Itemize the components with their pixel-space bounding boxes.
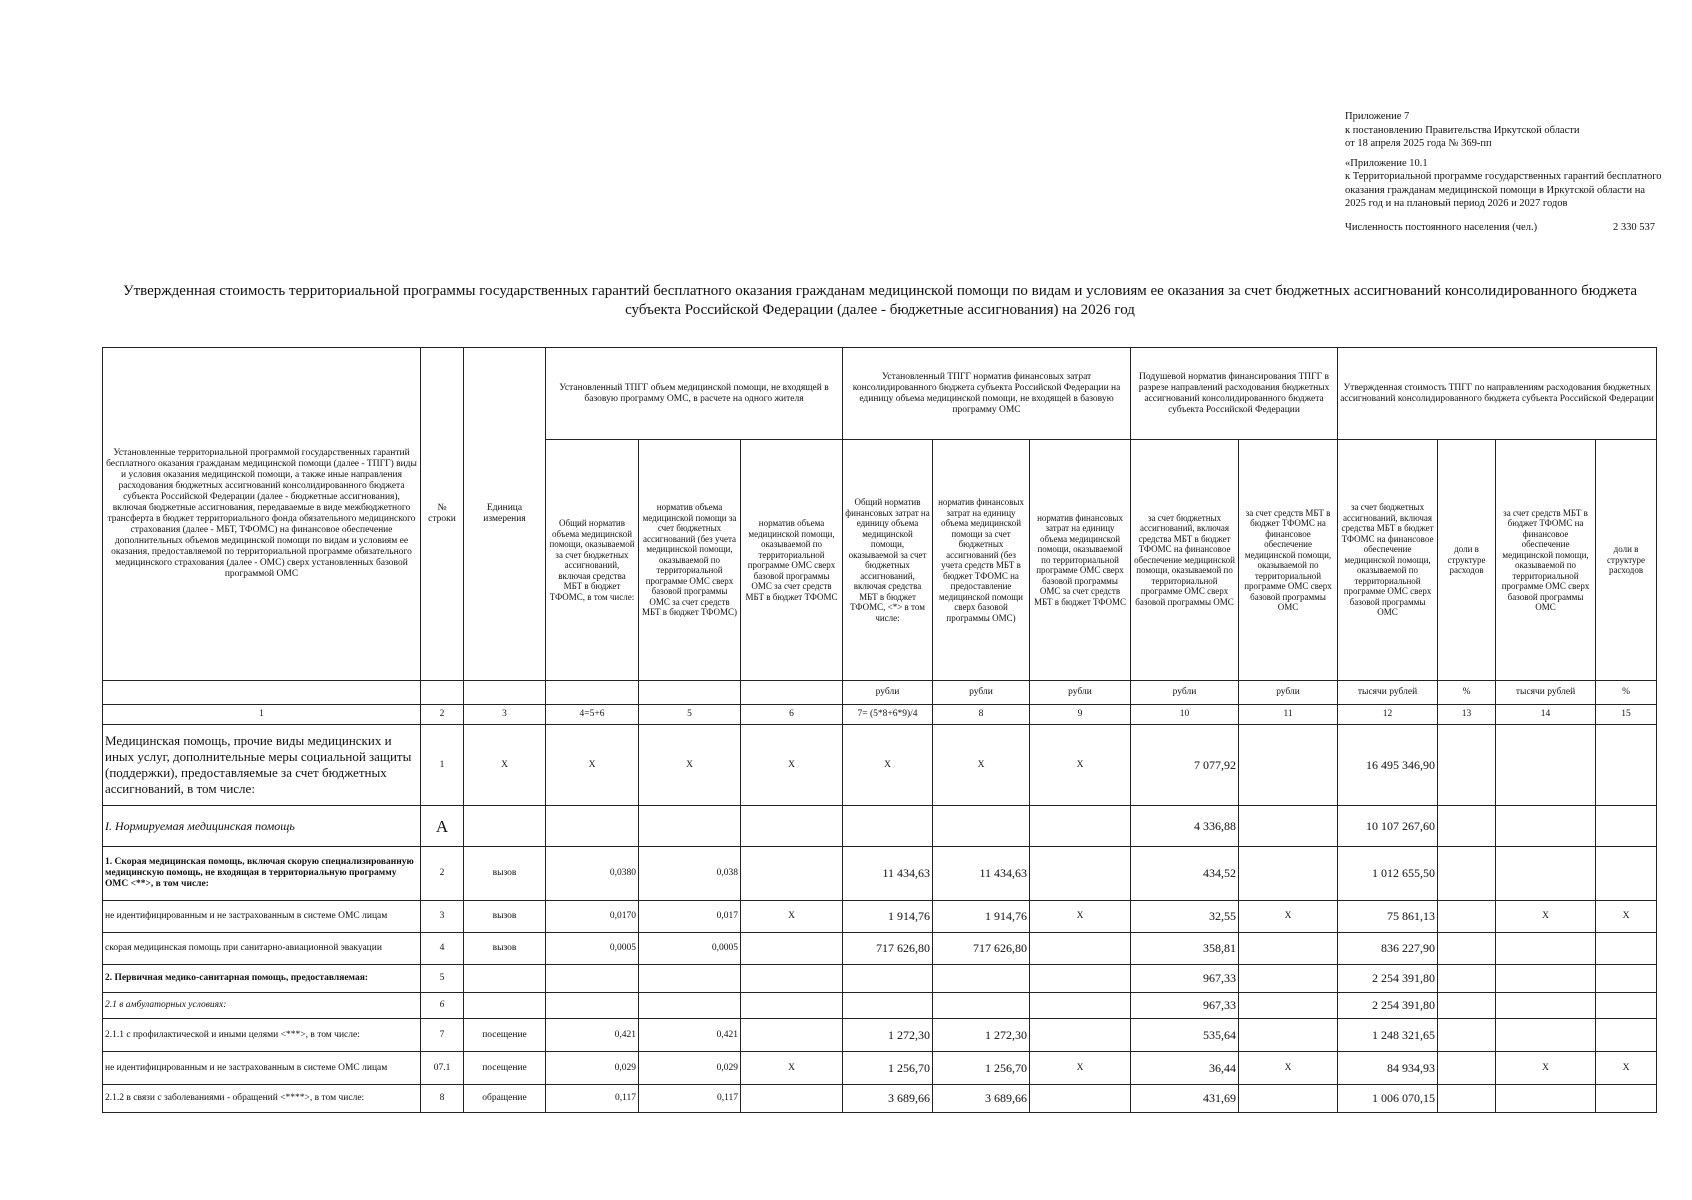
cell-c4 <box>546 806 639 847</box>
units-cell <box>741 681 843 705</box>
units-cell <box>103 681 421 705</box>
header-c14: за счет средств МБТ в бюджет ТФОМС на финансовое обеспечение медицинской помощи, оказываемой по территориальной программе ОМС сверх базовой программы ОМС <box>1496 440 1596 681</box>
row-number: 4 <box>421 933 464 965</box>
cell-c9 <box>1030 933 1131 965</box>
cell-c11 <box>1239 806 1338 847</box>
cell-c10: 967,33 <box>1131 965 1239 993</box>
cell-c8: X <box>933 725 1030 806</box>
cell-c4: 0,117 <box>546 1085 639 1113</box>
units-cell: рубли <box>933 681 1030 705</box>
cell-c12: 84 934,93 <box>1338 1052 1438 1085</box>
column-number: 8 <box>933 705 1030 725</box>
row-number: 6 <box>421 993 464 1019</box>
cell-c13 <box>1438 1019 1496 1052</box>
population-value: 2 330 537 <box>1613 221 1655 233</box>
cell-c13 <box>1438 1052 1496 1085</box>
header-c15: доли в структуре расходов <box>1596 440 1657 681</box>
cell-c6: X <box>741 725 843 806</box>
row-number: 2 <box>421 847 464 901</box>
cell-c12: 1 248 321,65 <box>1338 1019 1438 1052</box>
cell-c6 <box>741 806 843 847</box>
cell-c12: 16 495 346,90 <box>1338 725 1438 806</box>
units-cell <box>639 681 741 705</box>
cell-c5: 0,117 <box>639 1085 741 1113</box>
cell-c7: 717 626,80 <box>843 933 933 965</box>
table-row <box>103 1019 1657 1052</box>
cell-c6 <box>741 1085 843 1113</box>
cell-c12: 2 254 391,80 <box>1338 993 1438 1019</box>
cell-c7: 3 689,66 <box>843 1085 933 1113</box>
cell-c15 <box>1596 847 1657 901</box>
cell-c10: 431,69 <box>1131 1085 1239 1113</box>
column-number: 15 <box>1596 705 1657 725</box>
cell-unit: X <box>464 725 546 806</box>
table-row <box>103 901 1657 933</box>
cell-c14 <box>1496 725 1596 806</box>
header-row-groups <box>103 348 1657 440</box>
cell-c10: 32,55 <box>1131 901 1239 933</box>
cell-c12: 1 006 070,15 <box>1338 1085 1438 1113</box>
cell-c9 <box>1030 1019 1131 1052</box>
cell-c9 <box>1030 806 1131 847</box>
header-group-volume: Установленный ТПГГ объем медицинской помощи, не входящей в базовую программу ОМС, в расчете на одного жителя <box>546 348 843 440</box>
cell-c14 <box>1496 806 1596 847</box>
cell-c6 <box>741 965 843 993</box>
cell-c8 <box>933 965 1030 993</box>
row-name: не идентифицированным и не застрахованным в системе ОМС лицам <box>103 901 421 933</box>
cell-c4 <box>546 965 639 993</box>
cell-c11 <box>1239 847 1338 901</box>
header-c2: № строки <box>421 348 464 681</box>
cell-c10: 36,44 <box>1131 1052 1239 1085</box>
cell-c5 <box>639 806 741 847</box>
cell-unit <box>464 993 546 1019</box>
column-number: 5 <box>639 705 741 725</box>
cell-c9 <box>1030 993 1131 1019</box>
cell-c5 <box>639 965 741 993</box>
cell-c6 <box>741 1019 843 1052</box>
cell-unit <box>464 965 546 993</box>
cell-c7 <box>843 806 933 847</box>
cell-c12: 10 107 267,60 <box>1338 806 1438 847</box>
cell-c13 <box>1438 725 1496 806</box>
population-row <box>1345 221 1665 235</box>
cell-c4: 0,0005 <box>546 933 639 965</box>
header-c4: Общий норматив объема медицинской помощи, оказываемой за счет бюджетных ассигнований, включая средства МБТ в бюджет ТФОМС, в том числе: <box>546 440 639 681</box>
header-c6: норматив объема медицинской помощи, оказываемой по территориальной программе ОМС сверх базовой программы ОМС за счет средств МБТ в бюджет ТФОМС <box>741 440 843 681</box>
column-number: 3 <box>464 705 546 725</box>
header-c9: норматив финансовых затрат на единицу объема медицинской помощи, оказываемой по территориальной программе ОМС сверх базовой программы ОМС за счет средств МБТ в бюджет ТФОМС <box>1030 440 1131 681</box>
header-group-approved: Утвержденная стоимость ТПГГ по направлениям расходования бюджетных ассигнований консолидированного бюджета субъекта Российской Федерации <box>1338 348 1657 440</box>
cost-table <box>102 347 1657 1113</box>
column-number: 13 <box>1438 705 1496 725</box>
cell-c5: 0,038 <box>639 847 741 901</box>
cell-c6 <box>741 993 843 1019</box>
table-row <box>103 847 1657 901</box>
cell-unit: вызов <box>464 847 546 901</box>
cell-c9: X <box>1030 1052 1131 1085</box>
cell-c13 <box>1438 847 1496 901</box>
cell-c7 <box>843 965 933 993</box>
units-cell <box>464 681 546 705</box>
row-name: не идентифицированным и не застрахованным в системе ОМС лицам <box>103 1052 421 1085</box>
header-c10: за счет бюджетных ассигнований, включая средства МБТ в бюджет ТФОМС на финансовое обеспечение медицинской помощи, оказываемой по территориальной программе ОМС сверх базовой программы ОМС <box>1131 440 1239 681</box>
cell-c5: 0,0005 <box>639 933 741 965</box>
cell-unit: обращение <box>464 1085 546 1113</box>
table-row <box>103 806 1657 847</box>
cell-c8: 3 689,66 <box>933 1085 1030 1113</box>
column-number: 11 <box>1239 705 1338 725</box>
row-name: скорая медицинская помощь при санитарно-авиационной эвакуации <box>103 933 421 965</box>
cell-c4: 0,421 <box>546 1019 639 1052</box>
cell-c6 <box>741 933 843 965</box>
cell-c5: 0,029 <box>639 1052 741 1085</box>
header-c7: Общий норматив финансовых затрат на единицу объема медицинской помощи, оказываемой за счет бюджетных ассигнований, включая средства МБТ в бюджет ТФОМС, <*> в том числе: <box>843 440 933 681</box>
appendix-line: к постановлению Правительства Иркутской области <box>1345 124 1580 136</box>
row-number: 7 <box>421 1019 464 1052</box>
units-cell <box>421 681 464 705</box>
cell-c9: X <box>1030 901 1131 933</box>
cell-c7 <box>843 993 933 1019</box>
row-name: I. Нормируемая медицинская помощь <box>103 806 421 847</box>
units-cell: % <box>1438 681 1496 705</box>
units-cell: тысячи рублей <box>1338 681 1438 705</box>
row-number: 5 <box>421 965 464 993</box>
column-number: 1 <box>103 705 421 725</box>
row-name: 1. Скорая медицинская помощь, включая скорую специализированную медицинскую помощь, не входящая в территориальную программу ОМС <**>, в том числе: <box>103 847 421 901</box>
row-name: 2. Первичная медико-санитарная помощь, предоставляемая: <box>103 965 421 993</box>
cell-c11 <box>1239 933 1338 965</box>
table-row <box>103 993 1657 1019</box>
row-name: 2.1.2 в связи с заболеваниями - обращений <****>, в том числе: <box>103 1085 421 1113</box>
cell-unit: вызов <box>464 933 546 965</box>
column-number: 6 <box>741 705 843 725</box>
cell-c6: X <box>741 1052 843 1085</box>
row-number: 3 <box>421 901 464 933</box>
table-row <box>103 725 1657 806</box>
cell-c8: 717 626,80 <box>933 933 1030 965</box>
table-row <box>103 965 1657 993</box>
cell-c4 <box>546 993 639 1019</box>
cell-c9 <box>1030 847 1131 901</box>
cell-unit: вызов <box>464 901 546 933</box>
cell-c15: X <box>1596 901 1657 933</box>
cell-c10: 967,33 <box>1131 993 1239 1019</box>
cell-c15 <box>1596 933 1657 965</box>
units-cell: % <box>1596 681 1657 705</box>
cell-c15 <box>1596 965 1657 993</box>
cell-unit: посещение <box>464 1019 546 1052</box>
cell-c15 <box>1596 806 1657 847</box>
units-cell: рубли <box>1030 681 1131 705</box>
cell-c15 <box>1596 1085 1657 1113</box>
cell-c11 <box>1239 965 1338 993</box>
header-c8: норматив финансовых затрат на единицу объема медицинской помощи за счет бюджетных ассигнований (без учета средств МБТ в бюджет ТФОМС на предоставление медицинской помощи сверх базовой программы ОМС) <box>933 440 1030 681</box>
row-number: 8 <box>421 1085 464 1113</box>
cell-c10: 358,81 <box>1131 933 1239 965</box>
units-cell: рубли <box>843 681 933 705</box>
header-c3: Единица измерения <box>464 348 546 681</box>
column-number: 14 <box>1496 705 1596 725</box>
column-number: 10 <box>1131 705 1239 725</box>
cell-c10: 7 077,92 <box>1131 725 1239 806</box>
table-row <box>103 1052 1657 1085</box>
header-c1: Установленные территориальной программой государственных гарантий бесплатного оказания гражданам медицинской помощи (далее - ТПГГ) виды и условия оказания медицинской помощи, а также иные направления расходования бюджетных ассигнований консолидированного бюджета субъекта Российской Федерации (далее - бюджетные ассигнования), включая бюджетные ассигнования, передаваемые в виде межбюджетного трансферта в бюджет территориального фонда обязательного медицинского страхования (далее - МБТ, ТФОМС) на финансовое обеспечение дополнительных объемов медицинской помощи по видам и условиям ее оказания, предоставляемой по территориальной программе обязательного медицинского страхования (далее - ОМС) сверх установленных базовой программой ОМС <box>103 348 421 681</box>
units-cell: рубли <box>1239 681 1338 705</box>
row-name: Медицинская помощь, прочие виды медицинских и иных услуг, дополнительные меры социальной защиты (поддержки), предоставляемые за счет бюджетных ассигнований, в том числе: <box>103 725 421 806</box>
units-row <box>103 681 1657 705</box>
header-c11: за счет средств МБТ в бюджет ТФОМС на финансовое обеспечение медицинской помощи, оказываемой по территориальной программе ОМС сверх базовой программы ОМС <box>1239 440 1338 681</box>
cell-c13 <box>1438 993 1496 1019</box>
cell-c8 <box>933 806 1030 847</box>
header-c13: доли в структуре расходов <box>1438 440 1496 681</box>
column-number: 12 <box>1338 705 1438 725</box>
cell-c9 <box>1030 965 1131 993</box>
cell-c13 <box>1438 806 1496 847</box>
units-cell: тысячи рублей <box>1496 681 1596 705</box>
cell-c11 <box>1239 1019 1338 1052</box>
cell-c4: 0,029 <box>546 1052 639 1085</box>
table-row <box>103 1085 1657 1113</box>
cell-c14: X <box>1496 1052 1596 1085</box>
cell-c8: 1 256,70 <box>933 1052 1030 1085</box>
cell-c12: 75 861,13 <box>1338 901 1438 933</box>
column-number: 4=5+6 <box>546 705 639 725</box>
cell-c7: 1 256,70 <box>843 1052 933 1085</box>
cell-unit <box>464 806 546 847</box>
cell-c13 <box>1438 1085 1496 1113</box>
cell-c15 <box>1596 725 1657 806</box>
cell-c11: X <box>1239 901 1338 933</box>
cell-c7: X <box>843 725 933 806</box>
row-number: 1 <box>421 725 464 806</box>
column-number: 7= (5*8+6*9)/4 <box>843 705 933 725</box>
cell-c11 <box>1239 1085 1338 1113</box>
table-row <box>103 933 1657 965</box>
cell-c10: 434,52 <box>1131 847 1239 901</box>
cell-c9 <box>1030 1085 1131 1113</box>
document-header <box>1345 110 1665 234</box>
cell-c15: X <box>1596 1052 1657 1085</box>
cell-c10: 535,64 <box>1131 1019 1239 1052</box>
cell-c9: X <box>1030 725 1131 806</box>
cell-c8: 11 434,63 <box>933 847 1030 901</box>
cell-c8 <box>933 993 1030 1019</box>
cell-c11: X <box>1239 1052 1338 1085</box>
cell-c10: 4 336,88 <box>1131 806 1239 847</box>
row-number: 07.1 <box>421 1052 464 1085</box>
cell-c8: 1 914,76 <box>933 901 1030 933</box>
row-number: А <box>421 806 464 847</box>
column-number: 2 <box>421 705 464 725</box>
appendix-line: от 18 апреля 2025 года № 369-пп <box>1345 138 1492 149</box>
cell-c13 <box>1438 965 1496 993</box>
header-group-per-capita: Подушевой норматив финансирования ТПГГ в разрезе направлений расходования бюджетных ассигнований консолидированного бюджета субъекта Российской Федерации <box>1131 348 1338 440</box>
cell-c6: X <box>741 901 843 933</box>
cell-c4: 0,0170 <box>546 901 639 933</box>
cell-c6 <box>741 847 843 901</box>
cell-c7: 1 272,30 <box>843 1019 933 1052</box>
cell-c14 <box>1496 965 1596 993</box>
cell-c5: X <box>639 725 741 806</box>
cell-c4: X <box>546 725 639 806</box>
cell-c11 <box>1239 993 1338 1019</box>
cell-c15 <box>1596 1019 1657 1052</box>
cell-c14 <box>1496 847 1596 901</box>
cell-c5: 0,017 <box>639 901 741 933</box>
units-cell: рубли <box>1131 681 1239 705</box>
cell-c12: 1 012 655,50 <box>1338 847 1438 901</box>
cell-unit: посещение <box>464 1052 546 1085</box>
header-group-cost: Установленный ТПГГ норматив финансовых затрат консолидированного бюджета субъекта Российской Федерации на единицу объема медицинской помощи, не входящей в базовую программу ОМС <box>843 348 1131 440</box>
column-numbers-row <box>103 705 1657 725</box>
header-c5: норматив объема медицинской помощи за счет бюджетных ассигнований (без учета медицинской помощи, оказываемой по территориальной программе ОМС сверх базовой программы ОМС за счет средств МБТ в бюджет ТФОМС) <box>639 440 741 681</box>
cell-c12: 836 227,90 <box>1338 933 1438 965</box>
appendix-line: Приложение 7 <box>1345 111 1410 122</box>
row-name: 2.1 в амбулаторных условиях: <box>103 993 421 1019</box>
page-title: Утвержденная стоимость территориальной программы государственных гарантий бесплатного оказания гражданам медицинской помощи по видам и условиям ее оказания за счет бюджетных ассигнований консолидированного бюджета субъекта Российской Федерации (далее - бюджетные ассигнования) на 2026 год <box>122 283 1638 318</box>
column-number: 9 <box>1030 705 1131 725</box>
header-c12: за счет бюджетных ассигнований, включая средства МБТ в бюджет ТФОМС на финансовое обеспечение медицинской помощи, оказываемой по территориальной программе ОМС сверх базовой программы ОМС <box>1338 440 1438 681</box>
cell-c14 <box>1496 933 1596 965</box>
cell-c14 <box>1496 993 1596 1019</box>
cell-c13 <box>1438 933 1496 965</box>
cell-c14 <box>1496 1019 1596 1052</box>
cell-c14 <box>1496 1085 1596 1113</box>
cell-c4: 0,0380 <box>546 847 639 901</box>
cell-c5 <box>639 993 741 1019</box>
cell-c14: X <box>1496 901 1596 933</box>
cell-c7: 1 914,76 <box>843 901 933 933</box>
units-cell <box>546 681 639 705</box>
cell-c5: 0,421 <box>639 1019 741 1052</box>
appendix-text: к Территориальной программе государственных гарантий бесплатного оказания гражданам медицинской помощи в Иркутской области на 2025 год и на плановый период 2026 и 2027 годов <box>1345 171 1662 209</box>
cell-c11 <box>1239 725 1338 806</box>
appendix-line: «Приложение 10.1 <box>1345 157 1428 169</box>
row-name: 2.1.1 с профилактической и иными целями <***>, в том числе: <box>103 1019 421 1052</box>
population-label: Численность постоянного населения (чел.) <box>1345 221 1538 233</box>
cell-c13 <box>1438 901 1496 933</box>
cell-c7: 11 434,63 <box>843 847 933 901</box>
cell-c12: 2 254 391,80 <box>1338 965 1438 993</box>
cell-c8: 1 272,30 <box>933 1019 1030 1052</box>
cell-c15 <box>1596 993 1657 1019</box>
